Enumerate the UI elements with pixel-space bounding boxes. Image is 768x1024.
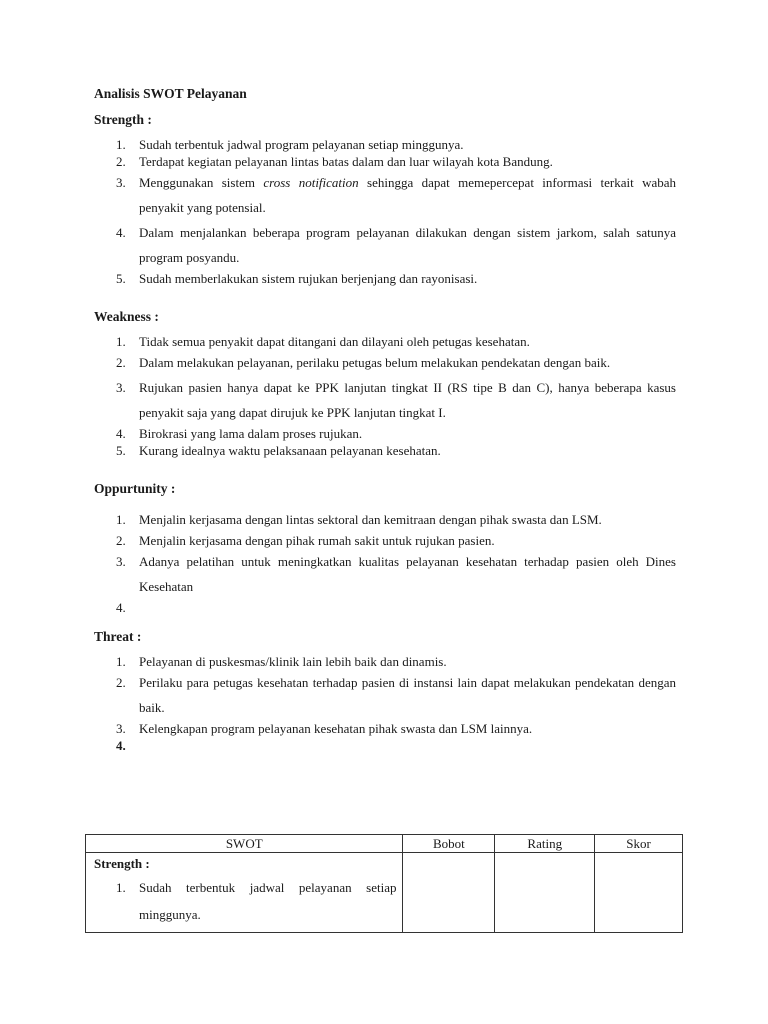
list-item: 5. Kurang idealnya waktu pelaksanaan pelayanan kesehatan. xyxy=(116,443,441,458)
table-cell-swot xyxy=(86,853,403,933)
swot-table xyxy=(85,834,683,933)
list-item: 2. Dalam melakukan pelayanan, perilaku petugas belum melakukan pendekatan dengan baik. xyxy=(116,355,611,370)
table-row xyxy=(86,853,683,933)
list-item: 4. Birokrasi yang lama dalam proses rujukan. xyxy=(116,426,363,441)
opportunity-heading: Oppurtunity : xyxy=(94,481,176,496)
list-item: 2. Menjalin kerjasama dengan pihak rumah sakit untuk rujukan pasien. xyxy=(116,533,495,548)
document-page xyxy=(94,86,677,753)
list-item: 3. Kelengkapan program pelayanan kesehatan pihak swasta dan LSM lainnya. xyxy=(116,721,533,736)
strength-heading: Strength : xyxy=(94,112,152,127)
column-header-skor: Skor xyxy=(595,835,683,853)
column-header-bobot: Bobot xyxy=(403,835,495,853)
opportunity-list: 1. Menjalin kerjasama dengan lintas sektoral dan kemitraan dengan pihak swasta dan LSM. 2. Menjalin kerjasama dengan pihak rumah sakit untuk rujukan pasien. 3. Adanya pelatihan untuk meningkatkan kualitas pelayanan kesehatan terhadap pasien oleh Dines Kesehatan 4. xyxy=(94,507,676,599)
weakness-list xyxy=(94,333,676,459)
table-cell-skor xyxy=(595,853,683,933)
column-header-swot: SWOT xyxy=(86,835,403,853)
threat-heading: Threat : xyxy=(94,629,142,644)
threat-list: 1. Pelayanan di puskesmas/klinik lain lebih baik dan dinamis. 2. Perilaku para petugas kesehatan terhadap pasien di instansi lain dapat melakukan pendekatan dengan baik. 3. Kelengkapan program pelayanan kesehatan pihak swasta dan LSM lainnya. 4. xyxy=(94,653,676,737)
list-item: 3. Rujukan pasien hanya dapat ke PPK lanjutan tingkat II (RS tipe B dan C), hanya beberapa kasus penyakit saja yang dapat dirujuk ke PPK lanjutan tingkat I. xyxy=(116,380,676,420)
list-item: 3. Menggunakan sistem cross notification sehingga dapat memepercepat informasi terkait wabah penyakit yang potensial. xyxy=(116,175,677,215)
list-item: 1. Menjalin kerjasama dengan lintas sektoral dan kemitraan dengan pihak swasta dan LSM. xyxy=(116,512,602,527)
strength-list xyxy=(94,136,676,287)
table-row-item: 1. Sudah terbentuk jadwal pelayanan setiap minggunya. xyxy=(116,880,397,922)
list-item: 3. Adanya pelatihan untuk meningkatkan kualitas pelayanan kesehatan terhadap pasien oleh Dines Kesehatan xyxy=(116,554,676,594)
table-header-row xyxy=(86,835,683,853)
list-item: 2. Perilaku para petugas kesehatan terhadap pasien di instansi lain dapat melakukan pendekatan dengan baik. xyxy=(116,675,676,715)
document-title: Analisis SWOT Pelayanan xyxy=(94,86,247,101)
list-item: 4. Dalam menjalankan beberapa program pelayanan dilakukan dengan sistem jarkom, salah satunya program posyandu. xyxy=(116,225,676,265)
list-item: 1. Tidak semua penyakit dapat ditangani dan dilayani oleh petugas kesehatan. xyxy=(116,334,530,349)
table-row-heading: Strength : xyxy=(94,856,150,871)
table-cell-rating xyxy=(495,853,595,933)
list-item: 1. Sudah terbentuk jadwal program pelayanan setiap minggunya. xyxy=(116,137,464,152)
table-cell-bobot xyxy=(403,853,495,933)
list-item: 5. Sudah memberlakukan sistem rujukan berjenjang dan rayonisasi. xyxy=(116,271,478,286)
column-header-rating: Rating xyxy=(495,835,595,853)
list-item: 1. Pelayanan di puskesmas/klinik lain lebih baik dan dinamis. xyxy=(116,654,447,669)
weakness-heading: Weakness : xyxy=(94,309,159,324)
list-item: 2. Terdapat kegiatan pelayanan lintas batas dalam dan luar wilayah kota Bandung. xyxy=(116,154,553,169)
